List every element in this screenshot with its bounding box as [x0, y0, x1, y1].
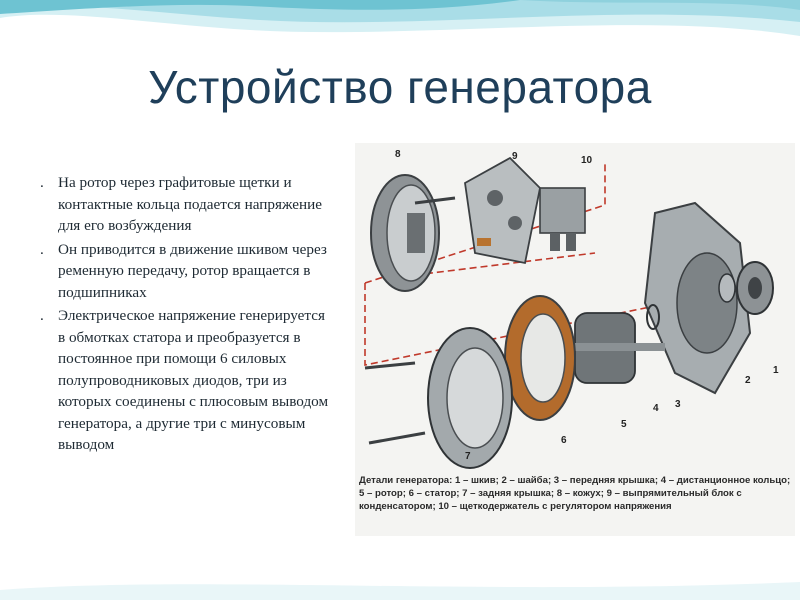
stator-part: [505, 296, 575, 420]
part-label: 5: [621, 419, 627, 430]
bullet-list: [34, 172, 334, 458]
bullet-item: [34, 172, 334, 237]
part-label: 6: [561, 435, 567, 446]
slide-title: Устройство генератора: [148, 61, 652, 113]
bullet-item: [34, 239, 334, 304]
part-label: 8: [395, 149, 401, 160]
brush-holder-part: [540, 188, 585, 251]
part-label: 1: [773, 365, 779, 376]
rectifier-part: [465, 158, 540, 263]
cover-part: [371, 175, 439, 291]
pulley-part: [737, 262, 773, 314]
part-label: 2: [745, 375, 751, 386]
part-label: 3: [675, 399, 681, 410]
bullet-text: На ротор через графитовые щетки и контактные кольца подается напряжение для его возбуждения: [58, 174, 322, 234]
part-label: 9: [512, 151, 518, 162]
part-label: 7: [465, 451, 471, 462]
bullet-text: Он приводится в движение шкивом через ременную передачу, ротор вращается в подшипниках: [58, 240, 327, 301]
rear-cover-part: [428, 328, 512, 468]
bullet-mark: .: [40, 307, 44, 324]
bullet-mark: .: [40, 174, 44, 191]
bullet-item: [34, 305, 334, 456]
part-label: 10: [581, 155, 593, 166]
front-cover-part: [645, 203, 750, 393]
bullet-mark: .: [40, 240, 44, 258]
washer-part: [719, 274, 735, 302]
part-label: 4: [653, 403, 659, 414]
diagram-caption: Детали генератора: 1 – шкив; 2 – шайба; 3 – передняя крышка; 4 – дистанционное кольцо; 5 – ротор; 6 – статор; 7 – задняя крышка; 8 – кожух; 9 – выпрямительный блок с конденсатором; 10 – щеткодержатель с регулятором напряжения: [359, 475, 791, 512]
bullet-text: Электрическое напряжение генерируется в обмотках статора и преобразуется в постоянное при помощи 6 силовых полупроводниковых диодов, три из которых соединены с плюсовым выводом генератора, а другие три с минусовым выводом: [58, 307, 329, 453]
